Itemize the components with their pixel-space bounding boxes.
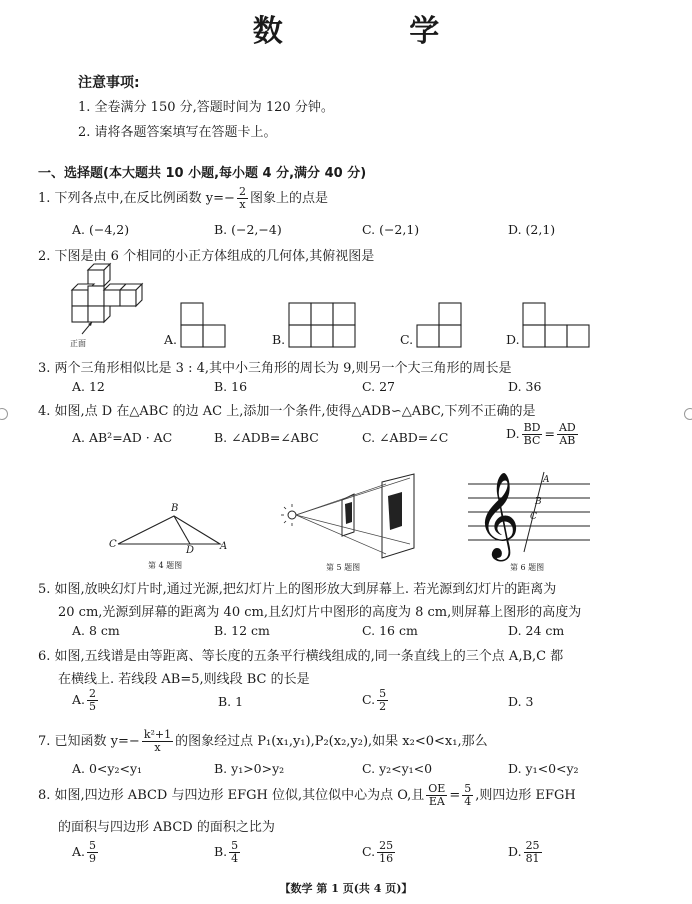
q8-a-label: A. (72, 844, 86, 859)
q2-option-a-view (180, 302, 226, 348)
q8-option-b (214, 840, 242, 865)
q1-option-c: C. (−2,1) (362, 222, 420, 237)
q8-option-c (362, 840, 397, 865)
q1-fraction (237, 186, 248, 211)
q6-option-a (72, 688, 100, 713)
q4-option-b: B. ∠ADB=∠ABC (214, 430, 319, 445)
q8-b-label: B. (214, 844, 228, 859)
q7-stem-b: 的图象经过点 P₁(x₁,y₁),P₂(x₂,y₂),如果 x₂<0<x₁,那么 (175, 734, 488, 749)
q4-d-frac2-den: AB (559, 434, 576, 447)
fig6-label-c: C (530, 512, 537, 522)
section-heading: 一、选择题(本大题共 10 小题,每小题 4 分,满分 40 分) (38, 166, 367, 181)
q6-option-d: D. 3 (508, 694, 534, 709)
q2-front-label: 正面 (70, 339, 86, 348)
q7-fraction (142, 729, 173, 754)
q2-stem: 2. 下图是由 6 个相同的小正方体组成的几何体,其俯视图是 (38, 249, 375, 264)
q6-a-num: 2 (89, 687, 97, 700)
q6-line-2: 在横线上. 若线段 AB=5,则线段 BC 的长是 (58, 672, 310, 687)
q8-d-frac (524, 840, 542, 865)
q8-c-den: 16 (379, 852, 394, 865)
q7-frac-den: x (154, 741, 161, 754)
q4-option-c: C. ∠ABD=∠C (362, 430, 449, 445)
q8-a-den: 9 (89, 852, 97, 865)
fig4-caption: 第 4 题图 (148, 561, 183, 570)
q8-a-num: 5 (89, 839, 97, 852)
q3-stem: 3. 两个三角形相似比是 3 : 4,其中小三角形的周长为 9,则另一个大三角形的周长是 (38, 361, 512, 376)
fig6-caption: 第 6 题图 (510, 563, 545, 572)
q7-frac-num: k²+1 (143, 728, 172, 741)
q1-frac-num: 2 (238, 185, 246, 198)
q7-stem-a: 7. 已知函数 y=− (38, 734, 140, 749)
fig4-label-d: D (186, 545, 195, 556)
q2-option-b: B. (272, 332, 286, 347)
q3-option-d: D. 36 (508, 379, 542, 394)
q7-option-c: C. y₂<y₁<0 (362, 761, 433, 776)
q1-option-b: B. (−2,−4) (214, 222, 282, 237)
q4-d-frac1-num: BD (523, 421, 541, 434)
q8-frac1-num: OE (428, 782, 446, 795)
q8-option-d (508, 840, 544, 865)
svg-text:𝄞: 𝄞 (476, 472, 520, 558)
q6-option-c-label: C. (362, 692, 376, 707)
q6-option-c-frac (377, 688, 388, 713)
q8-stem-b: ,则四边形 EFGH (475, 788, 576, 803)
q8-equals: = (449, 788, 461, 803)
notice-item-1: 1. 全卷满分 150 分,答题时间为 120 分钟。 (78, 100, 334, 115)
q6-option-c (362, 688, 390, 713)
binder-hole-right (684, 408, 692, 420)
binder-hole-left (0, 408, 8, 420)
fig6-label-a: A (543, 475, 550, 485)
q8-a-frac (87, 840, 98, 865)
notice-item-2: 2. 请将各题答案填写在答题卡上。 (78, 125, 277, 140)
q6-line-1: 6. 如图,五线谱是由等距离、等长度的五条平行横线组成的,同一条直线上的三个点 A,B,C 都 (38, 649, 564, 664)
q8-c-num: 25 (379, 839, 394, 852)
q5-option-a: A. 8 cm (72, 623, 120, 638)
q4-option-d: D. $\frac{BD}{BC}$ = $\frac{AD}{AB}$ (506, 421, 576, 447)
q2-option-c: C. (400, 332, 414, 347)
q8-b-num: 5 (231, 839, 239, 852)
q8-line-2: 的面积与四边形 ABCD 的面积之比为 (58, 820, 275, 835)
fig5-projector (276, 470, 426, 560)
q4-option-a: A. AB²=AD · AC (72, 430, 173, 445)
q8-frac2-den: 4 (464, 795, 472, 808)
q4-option-d-frac1 (522, 422, 543, 447)
fig4-label-c: C (109, 539, 117, 550)
q3-option-c: C. 27 (362, 379, 395, 394)
q4-option-d-frac2 (557, 422, 578, 447)
q8-c-frac (377, 840, 395, 865)
fig4-label-b: B (171, 503, 179, 514)
fig6-staff (462, 462, 592, 562)
q4-stem: 4. 如图,点 D 在△ABC 的边 AC 上,添加一个条件,使得△ADB∽△ABC,下列不正确的是 (38, 404, 536, 419)
q1-frac-den: x (239, 198, 246, 211)
q4-d-frac1-den: BC (523, 434, 541, 447)
q1-stem-a: 1. 下列各点中,在反比例函数 y=− (38, 191, 235, 206)
q6-c-den: 2 (379, 700, 387, 713)
q8-d-num: 25 (525, 839, 540, 852)
q6-c-num: 5 (379, 687, 387, 700)
q8-d-label: D. (508, 844, 522, 859)
q7-option-b: B. y₁>0>y₂ (214, 761, 285, 776)
q7-option-d: D. y₁<0<y₂ (508, 761, 579, 776)
q5-option-b: B. 12 cm (214, 623, 270, 638)
notice-heading: 注意事项: (78, 75, 140, 91)
q3-option-a: A. 12 (72, 379, 105, 394)
q4-option-d-label: D. (506, 426, 520, 441)
q5-option-d: D. 24 cm (508, 623, 565, 638)
q8-stem-a: 8. 如图,四边形 ABCD 与四边形 EFGH 位似,其位似中心为点 O,且 (38, 788, 425, 803)
q8-fraction-1 (426, 783, 447, 808)
q8-frac2-num: 5 (464, 782, 472, 795)
q8-b-den: 4 (231, 852, 239, 865)
fig4-label-a: A (220, 541, 228, 552)
page-footer: 【数学 第 1 页(共 4 页)】 (279, 882, 413, 895)
page-title: 数 学 (252, 14, 498, 49)
q4-d-frac2-num: AD (558, 421, 576, 434)
q2-option-d: D. (506, 332, 520, 347)
q8-frac1-den: EA (428, 795, 445, 808)
q6-option-a-label: A. (72, 692, 86, 707)
q5-line-1: 5. 如图,放映幻灯片时,通过光源,把幻灯片上的图形放大到屏幕上. 若光源到幻灯片的距离为 (38, 582, 557, 597)
q6-option-b: B. 1 (218, 694, 244, 709)
q8-option-a (72, 840, 100, 865)
q6-a-den: 5 (89, 700, 97, 713)
q7-option-a: A. 0<y₂<y₁ (72, 761, 143, 776)
q8-stem (38, 783, 576, 808)
q2-option-a: A. (164, 332, 178, 347)
q3-option-b: B. 16 (214, 379, 248, 394)
q2-option-b-view (288, 302, 356, 348)
fig6-label-b: B (535, 497, 542, 507)
q6-option-a-frac (87, 688, 98, 713)
q1-stem (38, 186, 328, 211)
q8-b-frac (229, 840, 240, 865)
q1-stem-b: 图象上的点是 (249, 191, 328, 206)
q7-stem (38, 729, 488, 754)
q5-option-c: C. 16 cm (362, 623, 418, 638)
q5-line-2: 20 cm,光源到屏幕的距离为 40 cm,且幻灯片中图形的高度为 8 cm,则屏幕上图形的高度为 (58, 605, 582, 620)
q1-option-d: D. (2,1) (508, 222, 556, 237)
fig5-caption: 第 5 题图 (326, 563, 361, 572)
q2-option-c-view (416, 302, 462, 348)
q8-fraction-2 (462, 783, 473, 808)
q8-d-den: 81 (525, 852, 540, 865)
q1-option-a: A. (−4,2) (72, 222, 130, 237)
q8-c-label: C. (362, 844, 376, 859)
q2-option-d-view (522, 302, 590, 348)
